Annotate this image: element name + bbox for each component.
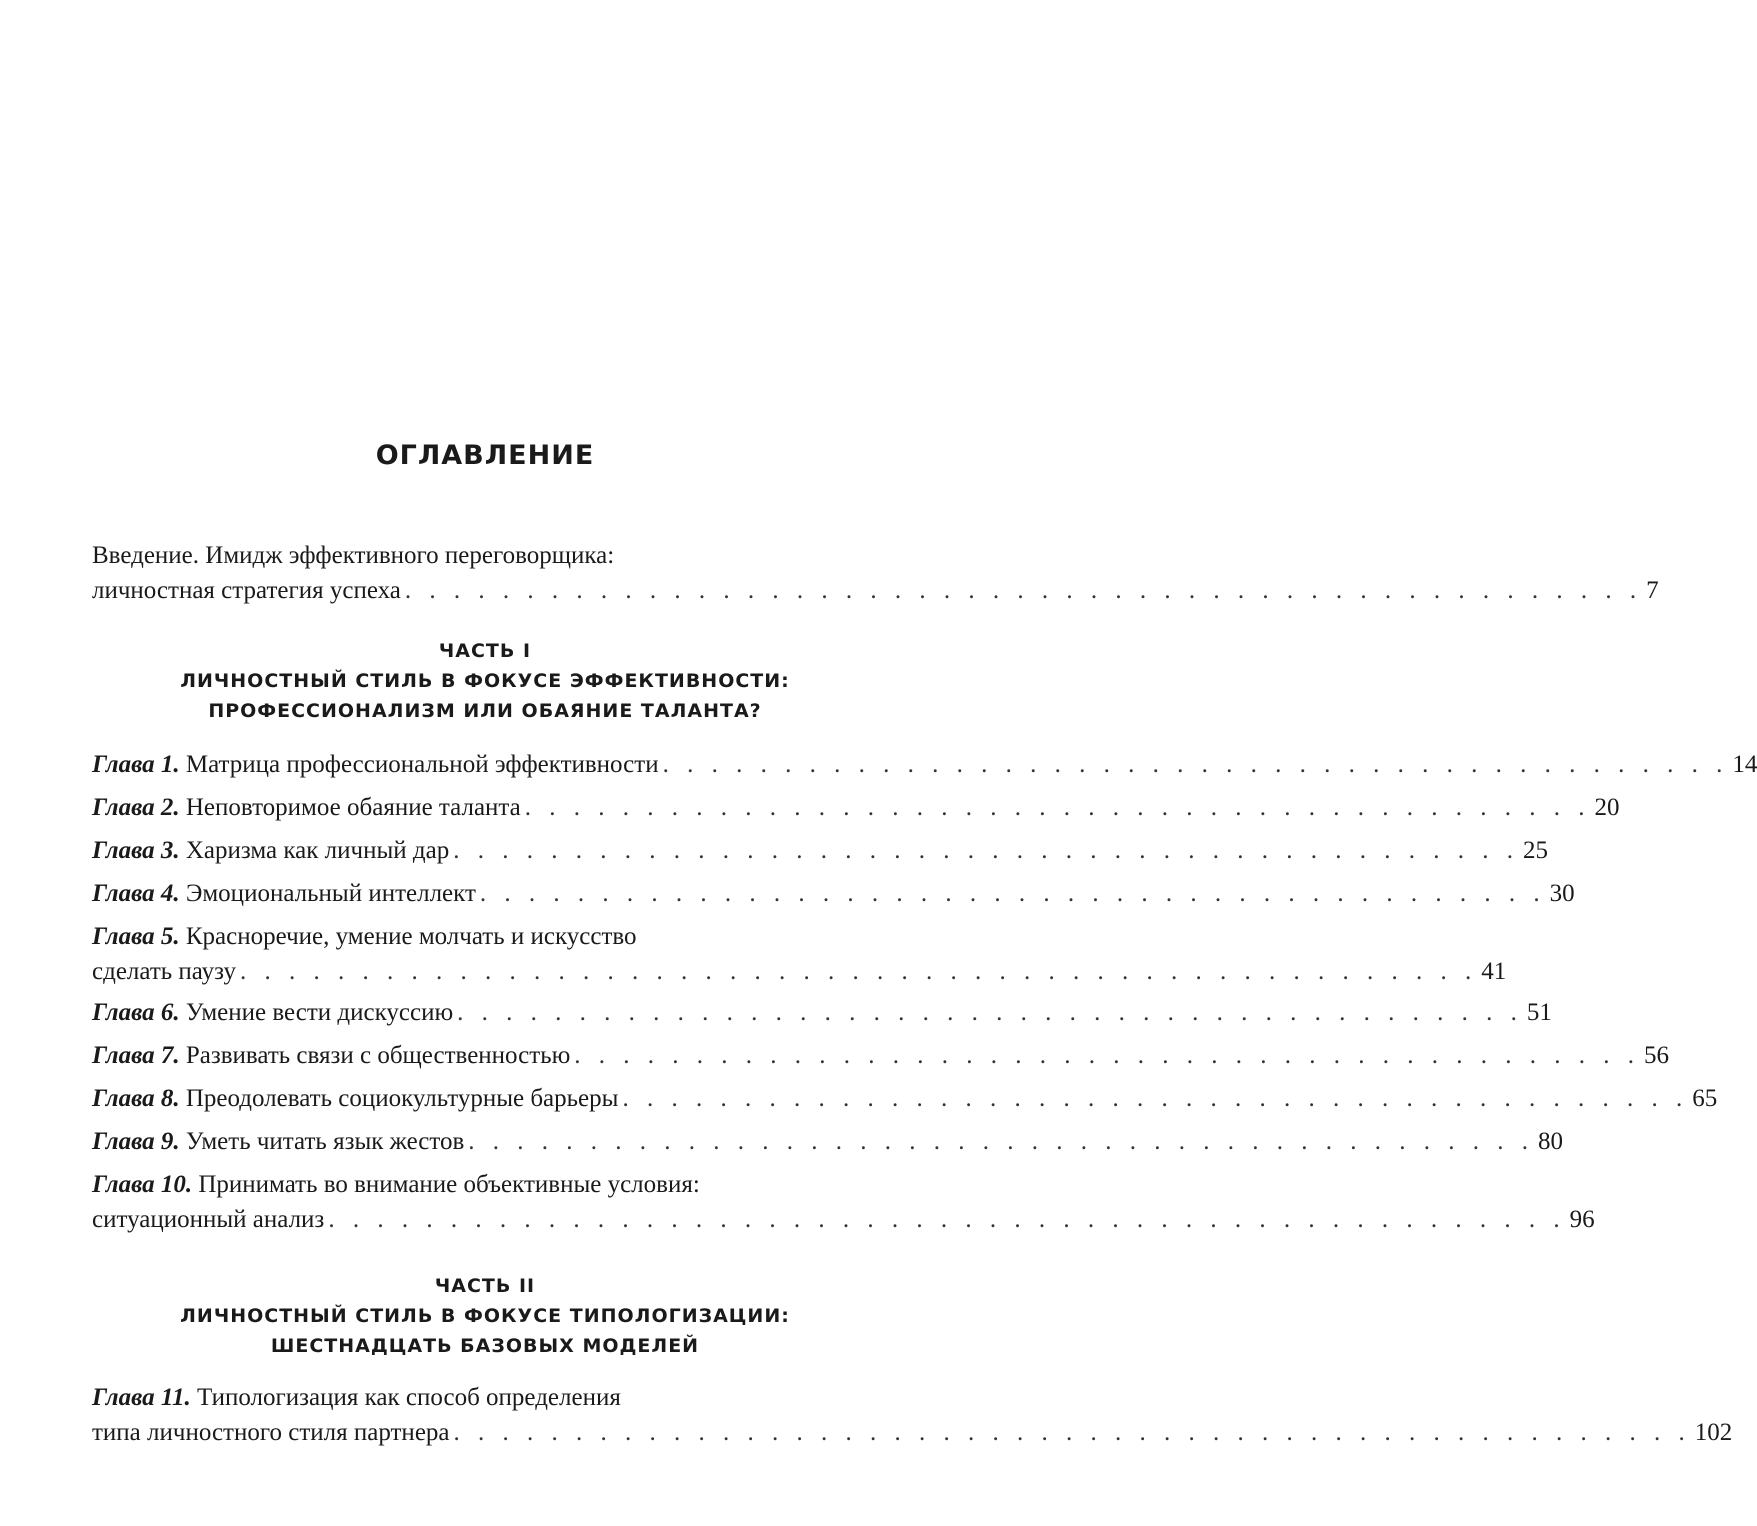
toc-entry-chapter-9 <box>92 1124 1564 1159</box>
chapter-label: Глава 11. <box>92 1384 191 1411</box>
chapter-title: Красноречие, умение молчать и искусство <box>185 923 637 950</box>
dot-leader: . . . . . . . . . . . . . . . . . . . . . . . . . . . . . . . . . . . . . . . . . . . . . . . . . . . <box>328 1206 1566 1233</box>
part-1-heading <box>0 636 970 726</box>
intro-line-1: Введение. Имидж эффективного переговорщика: <box>92 542 615 569</box>
dot-leader: . . . . . . . . . . . . . . . . . . . . . . . . . . . . . . . . . . . . . . . . . . . . . . . . . . . <box>453 1419 1691 1446</box>
part-2-label: ЧАСТЬ II <box>434 1275 536 1297</box>
dot-leader: . . . . . . . . . . . . . . . . . . . . . . . . . . . . . . . . . . . . . . . . . . . . <box>468 1128 1535 1155</box>
chapter-title: Преодолевать социокультурные барьеры <box>185 1085 619 1112</box>
chapter-page-number: 56 <box>1644 1042 1670 1069</box>
chapter-label: Глава 6. <box>92 999 180 1026</box>
chapter-title-continued: сделать паузу <box>92 958 236 985</box>
chapter-label: Глава 7. <box>92 1042 180 1069</box>
chapter-page-number: 25 <box>1522 837 1548 864</box>
chapter-page-number: 14 <box>1732 751 1757 778</box>
chapter-label: Глава 5. <box>92 923 180 950</box>
toc-entry-chapter-8 <box>92 1081 1718 1116</box>
chapter-page-number: 80 <box>1538 1128 1564 1155</box>
chapter-page-number: 20 <box>1594 794 1620 821</box>
intro-page-number: 7 <box>1646 577 1659 604</box>
chapter-page-number: 41 <box>1481 958 1507 985</box>
chapter-label: Глава 4. <box>92 880 180 907</box>
dot-leader: . . . . . . . . . . . . . . . . . . . . . . . . . . . . . . . . . . . . . . . . . . . . <box>622 1085 1689 1112</box>
chapter-title: Развивать связи с общественностью <box>185 1042 571 1069</box>
chapter-label: Глава 9. <box>92 1128 180 1155</box>
dot-leader: . . . . . . . . . . . . . . . . . . . . . . . . . . . . . . . . . . . . . . . . . . . . <box>453 837 1519 864</box>
dot-leader: . . . . . . . . . . . . . . . . . . . . . . . . . . . . . . . . . . . . . . . . . . . . <box>574 1042 1641 1069</box>
chapter-title-continued: ситуационный анализ <box>92 1206 325 1233</box>
toc-entry-chapter-6 <box>92 995 1552 1030</box>
dot-leader: . . . . . . . . . . . . . . . . . . . . . . . . . . . . . . . . . . . . . . . . . . . . <box>524 794 1591 821</box>
toc-entry-chapter-1 <box>92 747 1757 782</box>
toc-entry-chapter-7 <box>92 1038 1670 1073</box>
dot-leader: . . . . . . . . . . . . . . . . . . . . . . . . . . . . . . . . . . . . . . . . . . . . <box>662 751 1729 778</box>
part-1-title-line-2: ПРОФЕССИОНАЛИЗМ ИЛИ ОБАЯНИЕ ТАЛАНТА? <box>208 700 762 722</box>
chapter-title: Уметь читать язык жестов <box>185 1128 465 1155</box>
part-2-heading <box>0 1271 970 1361</box>
chapter-label: Глава 2. <box>92 794 180 821</box>
dot-leader: . . . . . . . . . . . . . . . . . . . . . . . . . . . . . . . . . . . . . . . . . . . . <box>479 880 1546 907</box>
chapter-title-continued: типа личностного стиля партнера <box>92 1419 450 1446</box>
chapter-label: Глава 10. <box>92 1171 193 1198</box>
chapter-page-number: 65 <box>1692 1085 1718 1112</box>
chapter-page-number: 30 <box>1549 880 1575 907</box>
chapter-title: Харизма как личный дар <box>185 837 450 864</box>
chapter-page-number: 102 <box>1694 1419 1733 1446</box>
chapter-title: Типологизация как способ определения <box>196 1384 621 1411</box>
chapter-page-number: 96 <box>1569 1206 1595 1233</box>
part-2-title-line-2: ШЕСТНАДЦАТЬ БАЗОВЫХ МОДЕЛЕЙ <box>270 1335 700 1357</box>
chapter-page-number: 51 <box>1526 999 1552 1026</box>
chapter-title: Принимать во внимание объективные условия: <box>198 1171 700 1198</box>
part-2-title-line-1: ЛИЧНОСТНЫЙ СТИЛЬ В ФОКУСЕ ТИПОЛОГИЗАЦИИ: <box>180 1305 790 1327</box>
part-1-label: ЧАСТЬ I <box>438 640 532 662</box>
toc-entry-chapter-5 <box>92 919 1507 989</box>
toc-entry-chapter-4 <box>92 876 1575 911</box>
part-1-title-line-1: ЛИЧНОСТНЫЙ СТИЛЬ В ФОКУСЕ ЭФФЕКТИВНОСТИ: <box>180 670 790 692</box>
intro-line-2: личностная стратегия успеха <box>92 577 401 604</box>
toc-title: ОГЛАВЛЕНИЕ <box>375 440 595 471</box>
chapter-title: Умение вести дискуссию <box>185 999 454 1026</box>
dot-leader: . . . . . . . . . . . . . . . . . . . . . . . . . . . . . . . . . . . . . . . . . . . . <box>457 999 1523 1026</box>
chapter-title: Неповторимое обаяние таланта <box>185 794 521 821</box>
toc-entry-chapter-10 <box>92 1167 1595 1237</box>
dot-leader: . . . . . . . . . . . . . . . . . . . . . . . . . . . . . . . . . . . . . . . . . . . . . . . . . . . <box>404 577 1643 604</box>
toc-entry-intro <box>92 538 1659 608</box>
chapter-label: Глава 1. <box>92 751 180 778</box>
toc-entry-chapter-11 <box>92 1380 1733 1450</box>
toc-entry-chapter-2 <box>92 790 1620 825</box>
dot-leader: . . . . . . . . . . . . . . . . . . . . . . . . . . . . . . . . . . . . . . . . . . . . . . . . . . . <box>239 958 1478 985</box>
chapter-title: Эмоциональный интеллект <box>185 880 476 907</box>
chapter-label: Глава 3. <box>92 837 180 864</box>
toc-entry-chapter-3 <box>92 833 1548 868</box>
chapter-title: Матрица профессиональной эффективности <box>185 751 659 778</box>
chapter-label: Глава 8. <box>92 1085 180 1112</box>
